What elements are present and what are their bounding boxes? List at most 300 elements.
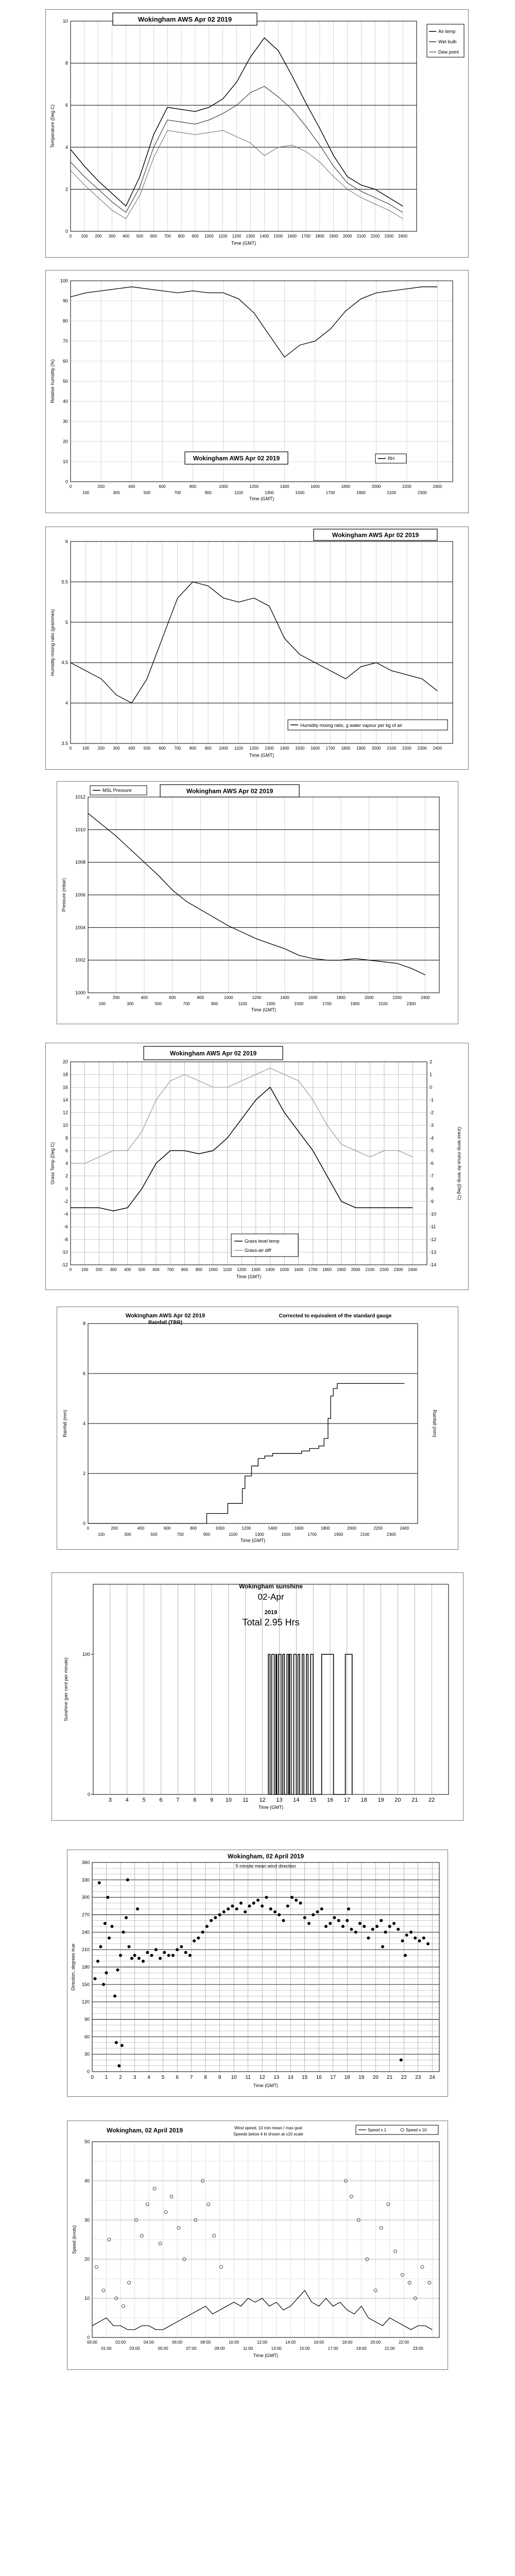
wind-direction-point — [106, 1896, 109, 1899]
chart-title: Wokingham AWS Apr 02 2019 — [138, 15, 232, 23]
y-right-tick-label: -9 — [430, 1198, 434, 1204]
x-tick-label-lower: 2100 — [378, 1002, 388, 1006]
x-axis-label: Time (GMT) — [258, 1805, 284, 1810]
x-axis-label: Time (GMT) — [253, 2353, 279, 2358]
wind-direction-point — [418, 1939, 421, 1942]
y-tick-label: 4 — [65, 700, 68, 706]
wind-direction-point — [404, 1954, 407, 1957]
x-tick-label: 1400 — [260, 234, 269, 239]
x-tick-label: 600 — [152, 1267, 160, 1272]
wind-direction-point — [163, 1951, 166, 1954]
x-tick-label: 18 — [360, 1797, 367, 1803]
wind-direction-chart — [67, 1850, 448, 2096]
x-tick-label-lower: 1300 — [254, 1532, 264, 1537]
x-tick-label: 2400 — [408, 1267, 418, 1272]
wind-direction-point — [367, 1937, 370, 1940]
wind-direction-point — [397, 1928, 400, 1931]
temperature-chart-panel — [45, 9, 469, 258]
y-tick-label: 210 — [81, 1947, 90, 1953]
y-right-tick-label: -11 — [430, 1224, 436, 1230]
y-tick-label: 50 — [62, 379, 68, 384]
pressure-chart — [57, 782, 458, 1024]
x-tick-label: 1200 — [232, 234, 242, 239]
wind-direction-point — [337, 1919, 340, 1922]
wind-direction-point — [180, 1945, 183, 1948]
x-axis-label: Time (GMT) — [236, 1274, 262, 1279]
wind-direction-point — [102, 1983, 105, 1986]
chart-title: Wokingham AWS Apr 02 2019 — [193, 454, 280, 462]
x-tick-label: 300 — [108, 234, 116, 239]
x-axis-label: Time (GMT) — [253, 2083, 279, 2088]
wind-direction-point — [154, 1948, 158, 1951]
y-tick-label: 1000 — [75, 990, 85, 995]
x-tick-label: 22 — [428, 1797, 435, 1803]
wind-direction-point — [265, 1896, 268, 1899]
y-tick-label: 0 — [65, 229, 68, 234]
x-tick-label: 0 — [69, 234, 72, 239]
x-tick-label: 300 — [110, 1267, 117, 1272]
x-tick-label: 700 — [167, 1267, 174, 1272]
y-right-tick-label: -10 — [430, 1211, 437, 1217]
x-tick-label: 2400 — [398, 234, 408, 239]
y-tick-label: 4 — [65, 144, 68, 150]
wind-direction-point — [176, 1948, 179, 1951]
x-tick-label: 22 — [401, 2075, 407, 2080]
wind-speed-x10-point — [95, 2265, 98, 2268]
x-tick-label: 1700 — [308, 1267, 318, 1272]
x-tick-label: 600 — [159, 746, 166, 751]
y-tick-label: 6 — [65, 103, 68, 108]
x-tick-label-lower: 2300 — [386, 1532, 396, 1537]
y-tick-label: 6 — [82, 1371, 85, 1376]
x-tick-label: 16 — [316, 2075, 322, 2080]
x-tick-label-upper: 200 — [111, 1526, 118, 1531]
rainfall-series-line — [88, 1383, 404, 1523]
y-tick-label: 8 — [82, 1321, 85, 1326]
x-tick-label-upper: 2200 — [392, 995, 402, 1000]
x-tick-label-lower: 07:00 — [186, 2346, 197, 2351]
wind-direction-point — [104, 1922, 107, 1925]
legend-entry: Wet bulb — [438, 39, 457, 44]
wind-direction-point — [381, 1945, 384, 1948]
wind-direction-point — [184, 1951, 187, 1954]
wind-direction-point — [96, 1960, 99, 1963]
y-tick-label: 300 — [81, 1894, 90, 1900]
x-tick-label: 1300 — [251, 1267, 261, 1272]
x-tick-label-upper: 800 — [197, 995, 204, 1000]
y-tick-label: 10 — [62, 19, 68, 24]
y-right-tick-label: -5 — [430, 1148, 434, 1154]
wind-direction-point — [125, 1916, 128, 1919]
y-tick-label: 40 — [84, 2178, 90, 2183]
x-tick-label-lower: 300 — [113, 490, 120, 495]
chart-title: Wokingham AWS Apr 02 2019 — [169, 1049, 257, 1057]
y-tick-label: 5.5 — [61, 579, 68, 585]
x-tick-label-upper: 22:00 — [399, 2340, 409, 2345]
x-tick-label: 12 — [259, 2075, 265, 2080]
x-tick-label-upper: 02:00 — [115, 2340, 126, 2345]
x-tick-label: 2200 — [370, 234, 380, 239]
grass-temp-chart-panel — [45, 1043, 469, 1290]
y-tick-label: 100 — [60, 278, 68, 283]
y-right-tick-label: -6 — [430, 1161, 434, 1166]
x-tick-label-upper: 18:00 — [342, 2340, 353, 2345]
x-tick-label-upper: 400 — [141, 995, 148, 1000]
x-tick-label-lower: 1300 — [264, 490, 274, 495]
x-tick-label: 1800 — [322, 1267, 332, 1272]
chart-subtitle-1: Wind speed, 10 min mean / max gust — [234, 2126, 303, 2130]
x-tick-label-lower: 900 — [204, 490, 212, 495]
wind-speed-x10-point — [219, 2265, 222, 2268]
y-tick-label: 20 — [62, 439, 68, 444]
wind-speed-x10-point — [146, 2203, 149, 2206]
x-tick-label-lower: 100 — [98, 1002, 106, 1006]
y-tick-label: 20 — [62, 1059, 68, 1064]
x-tick-label-upper: 1000 — [218, 484, 228, 489]
y-tick-label: 10 — [62, 459, 68, 464]
y-tick-label: 240 — [81, 1929, 90, 1935]
x-tick-label: 4 — [125, 1797, 129, 1803]
x-tick-label: 18 — [344, 2075, 350, 2080]
y-tick-label: 1006 — [75, 892, 85, 897]
x-tick-label-upper: 2400 — [420, 995, 430, 1000]
wind-direction-point — [358, 1922, 362, 1925]
humidity-chart — [46, 270, 468, 513]
x-tick-label: 1600 — [310, 746, 320, 751]
x-tick-label: 1100 — [234, 746, 244, 751]
x-tick-label-lower: 100 — [97, 1532, 105, 1537]
wind-speed-x10-point — [408, 2281, 411, 2284]
x-tick-label-lower: 1700 — [307, 1532, 317, 1537]
y-tick-label: 330 — [81, 1877, 90, 1883]
x-tick-label-lower: 03:00 — [129, 2346, 140, 2351]
wind-direction-point — [150, 1954, 153, 1957]
x-tick-label-upper: 2400 — [433, 484, 442, 489]
x-tick-label-lower: 1700 — [325, 490, 335, 495]
x-tick-label: 2100 — [365, 1267, 375, 1272]
x-tick-label-upper: 1600 — [294, 1526, 304, 1531]
x-axis-label: Time (GMT) — [231, 241, 256, 246]
sunshine-chart-panel — [52, 1572, 464, 1821]
sunshine-chart — [52, 1573, 463, 1820]
y-tick-label: 2 — [65, 187, 68, 192]
y-tick-label: 3.5 — [61, 741, 68, 746]
wind-direction-point — [113, 1994, 116, 1997]
x-tick-label: 3 — [133, 2075, 136, 2080]
chart-title: Wokingham AWS Apr 02 2019 — [186, 787, 273, 795]
x-tick-label-lower: 700 — [183, 1002, 190, 1006]
y-axis-label: Temperature (Deg C) — [50, 104, 55, 148]
wind-direction-point — [269, 1907, 272, 1910]
x-axis-label: Time (GMT) — [249, 753, 274, 758]
x-tick-label-upper: 20:00 — [370, 2340, 381, 2345]
x-tick-label-upper: 400 — [128, 484, 135, 489]
wind-direction-point — [214, 1916, 217, 1919]
x-tick-label-upper: 200 — [112, 995, 120, 1000]
wind-direction-point — [290, 1896, 294, 1899]
x-tick-label: 19 — [358, 2075, 365, 2080]
x-tick-label: 200 — [95, 1267, 103, 1272]
x-tick-label: 21 — [411, 1797, 418, 1803]
y-axis-label: Humidity mixing ratio (grammes) — [50, 609, 55, 676]
y-tick-label: 0 — [87, 2335, 90, 2340]
x-tick-label-upper: 1800 — [320, 1526, 330, 1531]
mixing-ratio-chart — [46, 527, 468, 769]
x-tick-label: 100 — [82, 746, 90, 751]
wind-direction-point — [116, 1969, 119, 1972]
x-tick-label: 800 — [189, 746, 197, 751]
x-tick-label-upper: 1000 — [224, 995, 233, 1000]
wind-direction-point — [188, 1954, 192, 1957]
x-tick-label: 1800 — [341, 746, 351, 751]
wind-direction-point — [426, 1942, 430, 1945]
chart-annotation: Corrected to equivalent of the standard gauge — [279, 1313, 392, 1319]
x-tick-label-lower: 100 — [82, 490, 90, 495]
wind-direction-point — [94, 1977, 97, 1980]
x-tick-label: 1300 — [246, 234, 255, 239]
y-tick-label: 30 — [62, 419, 68, 424]
x-tick-label: 1600 — [287, 234, 297, 239]
y-tick-label: 6 — [65, 539, 68, 544]
x-tick-label: 1700 — [325, 746, 335, 751]
wind-direction-point — [324, 1925, 328, 1928]
x-tick-label: 20 — [372, 2075, 379, 2080]
wind-speed-x10-point — [170, 2195, 173, 2198]
x-tick-label-upper: 2000 — [371, 484, 381, 489]
x-tick-label: 13 — [273, 2075, 280, 2080]
wind-direction-point — [371, 1928, 374, 1931]
legend-box — [231, 1234, 298, 1257]
x-tick-label: 2100 — [356, 234, 366, 239]
rainfall-chart — [57, 1307, 458, 1549]
y-right-axis-label: Rainfall (mm) — [432, 1410, 437, 1437]
x-tick-label: 9 — [210, 1797, 214, 1803]
x-tick-label-upper: 1000 — [215, 1526, 225, 1531]
x-axis-label: Time (GMT) — [240, 1538, 266, 1543]
wind-direction-point — [388, 1925, 391, 1928]
wind-direction-point — [354, 1930, 357, 1934]
x-tick-label: 900 — [192, 234, 199, 239]
legend-entry: Humidity mixing ratio, g water vapour per kg of air — [300, 723, 403, 728]
mixing-ratio-chart-panel — [45, 527, 469, 770]
x-tick-label-lower: 1100 — [234, 490, 244, 495]
pressure-chart-panel — [57, 781, 458, 1024]
x-tick-label: 900 — [204, 746, 212, 751]
y-right-tick-label: 2 — [430, 1059, 433, 1064]
wind-direction-point — [375, 1925, 379, 1928]
legend-entry: Speed x 1 — [368, 2128, 387, 2132]
wind-direction-point — [167, 1954, 170, 1957]
x-tick-label: 1600 — [294, 1267, 303, 1272]
x-tick-label: 0 — [91, 2075, 94, 2080]
plot-frame — [71, 21, 417, 231]
x-tick-label-upper: 06:00 — [172, 2340, 183, 2345]
y-tick-label: 4 — [65, 1161, 68, 1166]
wind-direction-point — [231, 1905, 234, 1908]
y-tick-label: 10 — [84, 2296, 90, 2301]
y-tick-label: -4 — [63, 1211, 68, 1217]
x-tick-label-lower: 2300 — [417, 490, 427, 495]
x-tick-label: 2300 — [417, 746, 427, 751]
y-right-tick-label: -4 — [430, 1135, 434, 1141]
y-right-tick-label: -1 — [430, 1097, 434, 1103]
x-tick-label-upper: 1200 — [242, 1526, 251, 1531]
wind-speed-x10-point — [159, 2242, 162, 2245]
x-tick-label: 14 — [293, 1797, 300, 1803]
wind-direction-point — [346, 1919, 349, 1922]
x-tick-label: 1500 — [273, 234, 283, 239]
x-tick-label-lower: 13:00 — [271, 2346, 282, 2351]
wind-direction-point — [341, 1925, 345, 1928]
x-tick-label-upper: 08:00 — [200, 2340, 211, 2345]
x-tick-label: 11 — [243, 1797, 249, 1803]
wind-direction-point — [119, 1954, 122, 1957]
x-tick-label: 1000 — [208, 1267, 218, 1272]
wind-direction-point — [130, 1957, 133, 1960]
wind-speed-x10-point — [394, 2250, 397, 2253]
x-tick-label-lower: 1100 — [228, 1532, 238, 1537]
x-tick-label: 1000 — [218, 746, 228, 751]
wind-direction-point — [122, 1930, 125, 1934]
y-tick-label: 150 — [81, 1981, 90, 1987]
x-tick-label: 14 — [287, 2075, 294, 2080]
y-right-tick-label: -2 — [430, 1110, 434, 1115]
x-tick-label: 21 — [387, 2075, 393, 2080]
x-tick-label-lower: 1100 — [238, 1002, 247, 1006]
y-tick-label: 40 — [62, 399, 68, 404]
x-tick-label-lower: 1700 — [322, 1002, 332, 1006]
y-tick-label: 18 — [62, 1072, 68, 1077]
y-right-tick-label: 1 — [430, 1072, 433, 1077]
y-tick-label: -2 — [63, 1198, 68, 1204]
y-tick-label: -10 — [61, 1249, 68, 1255]
sunshine-series-line — [268, 1654, 352, 1794]
wind-direction-point — [133, 1954, 136, 1957]
wind-speed-chart-panel — [67, 2121, 448, 2370]
x-tick-label: 15 — [310, 1797, 317, 1803]
x-tick-label: 500 — [143, 746, 151, 751]
x-tick-label-lower: 1900 — [350, 1002, 360, 1006]
wind-direction-point — [142, 1960, 145, 1963]
x-tick-label: 1700 — [301, 234, 311, 239]
y-tick-label: 4.5 — [61, 660, 68, 666]
x-tick-label: 1400 — [265, 1267, 275, 1272]
wind-direction-point — [201, 1930, 204, 1934]
wind-direction-point — [105, 1971, 108, 1974]
x-tick-label: 6 — [159, 1797, 163, 1803]
x-tick-label: 2100 — [387, 746, 397, 751]
legend-entry: Grass level temp — [245, 1239, 280, 1244]
x-tick-label-upper: 00:00 — [87, 2340, 98, 2345]
x-tick-label-lower: 700 — [174, 490, 181, 495]
y-tick-label: 1012 — [75, 794, 85, 800]
x-tick-label-upper: 04:00 — [144, 2340, 154, 2345]
wind-direction-point — [146, 1951, 149, 1954]
wind-direction-point — [171, 1954, 175, 1957]
wind-direction-point — [128, 1945, 131, 1948]
chart-title: Wokingham sunshine — [239, 1583, 303, 1590]
wind-direction-point — [159, 1957, 162, 1960]
wind-direction-chart-panel — [67, 1850, 448, 2097]
wind-speed-x10-point — [428, 2281, 431, 2284]
x-tick-label-lower: 1900 — [334, 1532, 344, 1537]
y-tick-label: 1002 — [75, 957, 85, 963]
y-tick-label: 30 — [84, 2052, 90, 2057]
x-tick-label: 400 — [124, 1267, 131, 1272]
x-tick-label: 600 — [150, 234, 157, 239]
x-tick-label: 10 — [225, 1797, 232, 1803]
x-tick-label-lower: 11:00 — [243, 2346, 253, 2351]
wind-direction-point — [392, 1922, 396, 1925]
y-right-tick-label: -13 — [430, 1249, 437, 1255]
x-tick-label-upper: 1200 — [249, 484, 259, 489]
wind-speed-x10-point — [350, 2195, 353, 2198]
chart-subtitle: Rainfall (TBR) — [148, 1320, 183, 1326]
humidity-chart-panel — [45, 270, 469, 513]
y-tick-label: 6 — [65, 1148, 68, 1154]
wind-direction-point — [235, 1907, 238, 1910]
x-tick-label-lower: 1500 — [295, 490, 305, 495]
y-axis-label: Pressure (mbar) — [61, 878, 66, 912]
x-tick-label: 1800 — [315, 234, 324, 239]
x-tick-label: 17 — [344, 1797, 350, 1803]
y-tick-label: 5 — [65, 619, 68, 625]
x-tick-label: 3 — [108, 1797, 112, 1803]
y-tick-label: 8 — [65, 1135, 68, 1141]
x-tick-label: 2200 — [402, 746, 411, 751]
wind-direction-point — [303, 1916, 306, 1919]
x-tick-label-lower: 1900 — [356, 490, 366, 495]
x-tick-label-upper: 1400 — [280, 484, 289, 489]
x-tick-label: 800 — [181, 1267, 188, 1272]
x-tick-label-lower: 500 — [154, 1002, 162, 1006]
x-tick-label-upper: 0 — [87, 995, 90, 1000]
x-tick-label: 5 — [161, 2075, 165, 2080]
y-tick-label: 360 — [81, 1860, 90, 1865]
y-tick-label: 20 — [84, 2257, 90, 2262]
x-tick-label-upper: 2200 — [402, 484, 411, 489]
y-tick-label: 2 — [65, 1173, 68, 1179]
legend-entry: Grass-air diff — [245, 1248, 271, 1253]
x-tick-label-lower: 500 — [143, 490, 151, 495]
y-tick-label: 10 — [62, 1123, 68, 1128]
x-tick-label-upper: 1200 — [252, 995, 262, 1000]
wind-direction-point — [115, 2041, 118, 2044]
x-tick-label: 16 — [327, 1797, 334, 1803]
wind-speed-x10-point — [102, 2289, 105, 2292]
wind-direction-point — [286, 1905, 289, 1908]
y-tick-label: 0 — [65, 1186, 68, 1192]
x-tick-label: 2200 — [380, 1267, 389, 1272]
chart-title: Wokingham, 02 April 2019 — [227, 1853, 304, 1860]
sunshine-year: 2019 — [264, 1609, 278, 1616]
y-tick-label: 60 — [62, 359, 68, 364]
legend-entry: Air temp — [438, 29, 456, 34]
y-tick-label: 270 — [81, 1912, 90, 1918]
x-tick-label: 1200 — [249, 746, 259, 751]
x-tick-label: 24 — [429, 2075, 435, 2080]
wind-speed-x10-point — [207, 2203, 210, 2206]
chart-subtitle: 02-Apr — [258, 1592, 284, 1602]
x-axis-label: Time (GMT) — [251, 1007, 277, 1012]
x-tick-label: 200 — [97, 746, 105, 751]
chart-title: Wokingham AWS Apr 02 2019 — [125, 1313, 205, 1319]
wind-direction-point — [350, 1928, 353, 1931]
x-tick-label-lower: 01:00 — [101, 2346, 112, 2351]
wind-direction-point — [252, 1902, 255, 1905]
x-tick-label-upper: 0 — [69, 484, 72, 489]
x-tick-label: 300 — [113, 746, 120, 751]
